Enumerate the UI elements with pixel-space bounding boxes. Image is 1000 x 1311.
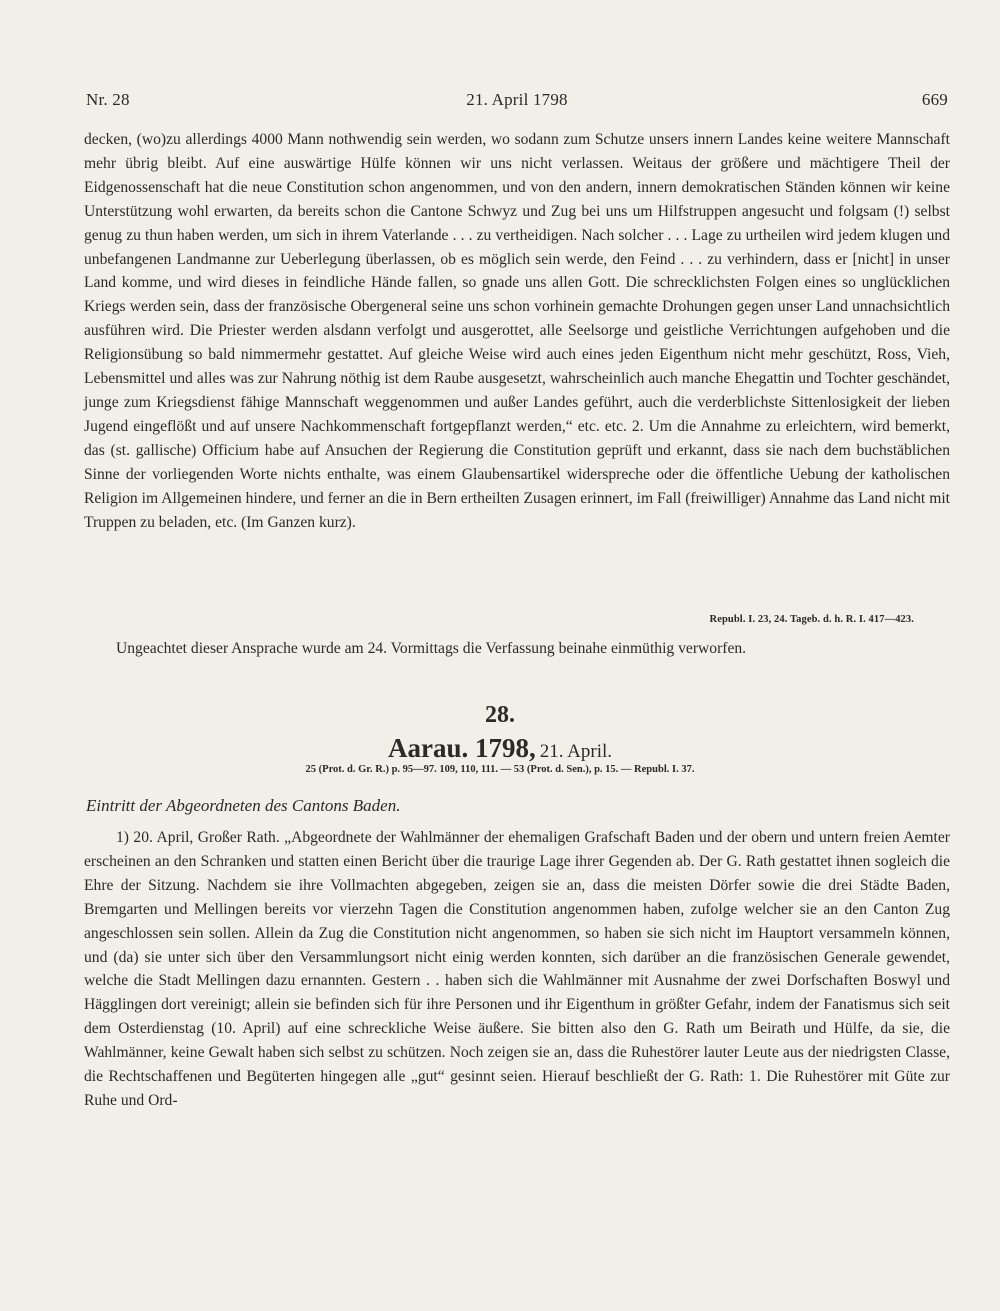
date-header: 21. April 1798 xyxy=(466,90,568,109)
continuation-paragraph: decken, (wo)zu allerdings 4000 Mann nothwendig sein werden, wo sodann zum Schutze unsers innern Landes keine weitere Mannschaft mehr übrig bleibt. Auf eine auswärtige Hülfe können wir uns nicht verlassen. Weitaus der größere und mächtigere Theil der Eidgenossenschaft hat die neue Constitution schon angenommen, und von den andern, innern demokratischen Ständen können wir keine Unterstützung wohl erwarten, da bereits schon die Cantone Schwyz und Zug bei uns um Hilfstruppen angesucht und folgsam (!) selbst genug zu thun haben werden, um sich in ihrem Vaterlande . . . zu vertheidigen. Nach solcher . . . Lage zu urtheilen wird jedem klugen und unbefangenen Landmanne zur Ueberlegung überlassen, ob es möglich sein werde, den Feind . . . zu verhindern, dass er [nicht] in unser Land komme, und wird dieses in feindliche Hände fallen, so gnade uns allen Gott. Die schrecklichsten Folgen eines so unglücklichen Kriegs werden sein, dass der französische Obergeneral seine uns schon vorhinein gemachte Drohungen gegen unser Land unnachsichtlich ausführen wird. Die Priester werden alsdann verfolgt und ausgerottet, alle Seelsorge und geistliche Verrichtungen aufgehoben und die Religionsübung so bald nimmermehr gestattet. Auf gleiche Weise wird auch eines jeden Eigenthum nicht mehr geschützt, Ross, Vieh, Lebensmittel und alles was zur Nahrung nöthig ist dem Raube ausgesetzt, wahrscheinlich auch manche Ehegattin und Tochter geschändet, junge zum Kriegsdienst fähige Mannschaft weggenommen und außer Landes geführt, auch die verderblichste Sittenlosigkeit der lieben Jugend eingeflößt und auf unsere Nachkommenschaft fortgepflanzt werden,“ etc. etc. 2. Um die Annahme zu erleichtern, wird bemerkt, das (st. gallische) Officium habe auf Ansuchen der Regierung die Constitution geprüft und erkannt, dass sie nach dem buchstäblichen Sinne der vorliegenden Worte nichts enthalte, was einem Glaubensartikel widerspreche oder die öffentliche Uebung der katholischen Religion im Allgemeinen hindere, und ferner an die in Bern ertheilten Zusagen erinnert, im Fall (freiwilliger) Annahme das Land nicht mit Truppen zu beladen, etc. (Im Ganzen kurz). xyxy=(84,131,950,531)
document-subject: Eintritt der Abgeordneten des Cantons Baden. xyxy=(86,796,401,815)
page-number: 669 xyxy=(921,90,948,109)
document-heading xyxy=(0,733,1000,764)
continuation-paragraph-block xyxy=(84,128,950,534)
document-paragraph: 1) 20. April, Großer Rath. „Abgeordnete der Wahlmänner der ehemaligen Grafschaft Baden und der obern und untern freien Aemter erscheinen an den Schranken und statten einen Bericht über die traurige Lage ihrer Gegenden ab. Der G. Rath gestattet ihnen sogleich die Ehre der Sitzung. Nachdem sie ihre Vollmachten abgegeben, zeigen sie an, dass die meisten Dörfer sowie die drei Städte Baden, Bremgarten und Mellingen bereits vor vierzehn Tagen die Constitution angenommen haben, zufolge welcher sie an den Canton Zug angeschlossen sein sollen. Allein da Zug die Constitution nicht angenommen, so haben sie sich nicht im Hauptort versammeln können, und (da) sie unter sich über den Versammlungsort nicht einig werden konnten, sich darüber an die französischen Generale gewendet, welche die Stadt Mellingen dazu ernannten. Gestern . . haben sich die Wahlmänner mit Ausnahme der zwei Dorfschaften Boswyl und Hägglingen dort vereinigt; allein sie befinden sich für ihre Personen und ihr Eigenthum in größter Gefahr, indem der Fanatismus sich seit dem Osterdienstag (10. April) auf eine schreckliche Weise äußere. Sie bitten also den G. Rath um Beirath und Hülfe, da sie, die Wahlmänner, keine Gewalt haben sich selbst zu schützen. Noch zeigen sie an, dass die Ruhestörer lauter Leute aus der niedrigsten Classe, die Rechtschaffenen und Begüterten hingegen alle „gut“ gesinnt seien. Hierauf beschließt der G. Rath: 1. Die Ruhestörer mit Güte zur Ruhe und Ord- xyxy=(84,829,950,1109)
closing-paragraph-block xyxy=(84,637,950,661)
document-body-block xyxy=(84,826,950,1113)
document-entry-number: 28. xyxy=(485,702,515,728)
document-date: 21. April. xyxy=(539,741,613,762)
document-number-header: Nr. 28 xyxy=(86,90,130,109)
document-references: 25 (Prot. d. Gr. R.) p. 95—97. 109, 110, 111. — 53 (Prot. d. Sen.), p. 15. — Republ. I. 37. xyxy=(305,764,695,775)
closing-sentence: Ungeachtet dieser Ansprache wurde am 24. Vormittags die Verfassung beinahe einmüthig verworfen. xyxy=(116,640,747,657)
source-reference: Republ. I. 23, 24. Tageb. d. h. R. I. 417—423. xyxy=(709,614,914,625)
document-place-year: Aarau. 1798, xyxy=(387,733,536,763)
